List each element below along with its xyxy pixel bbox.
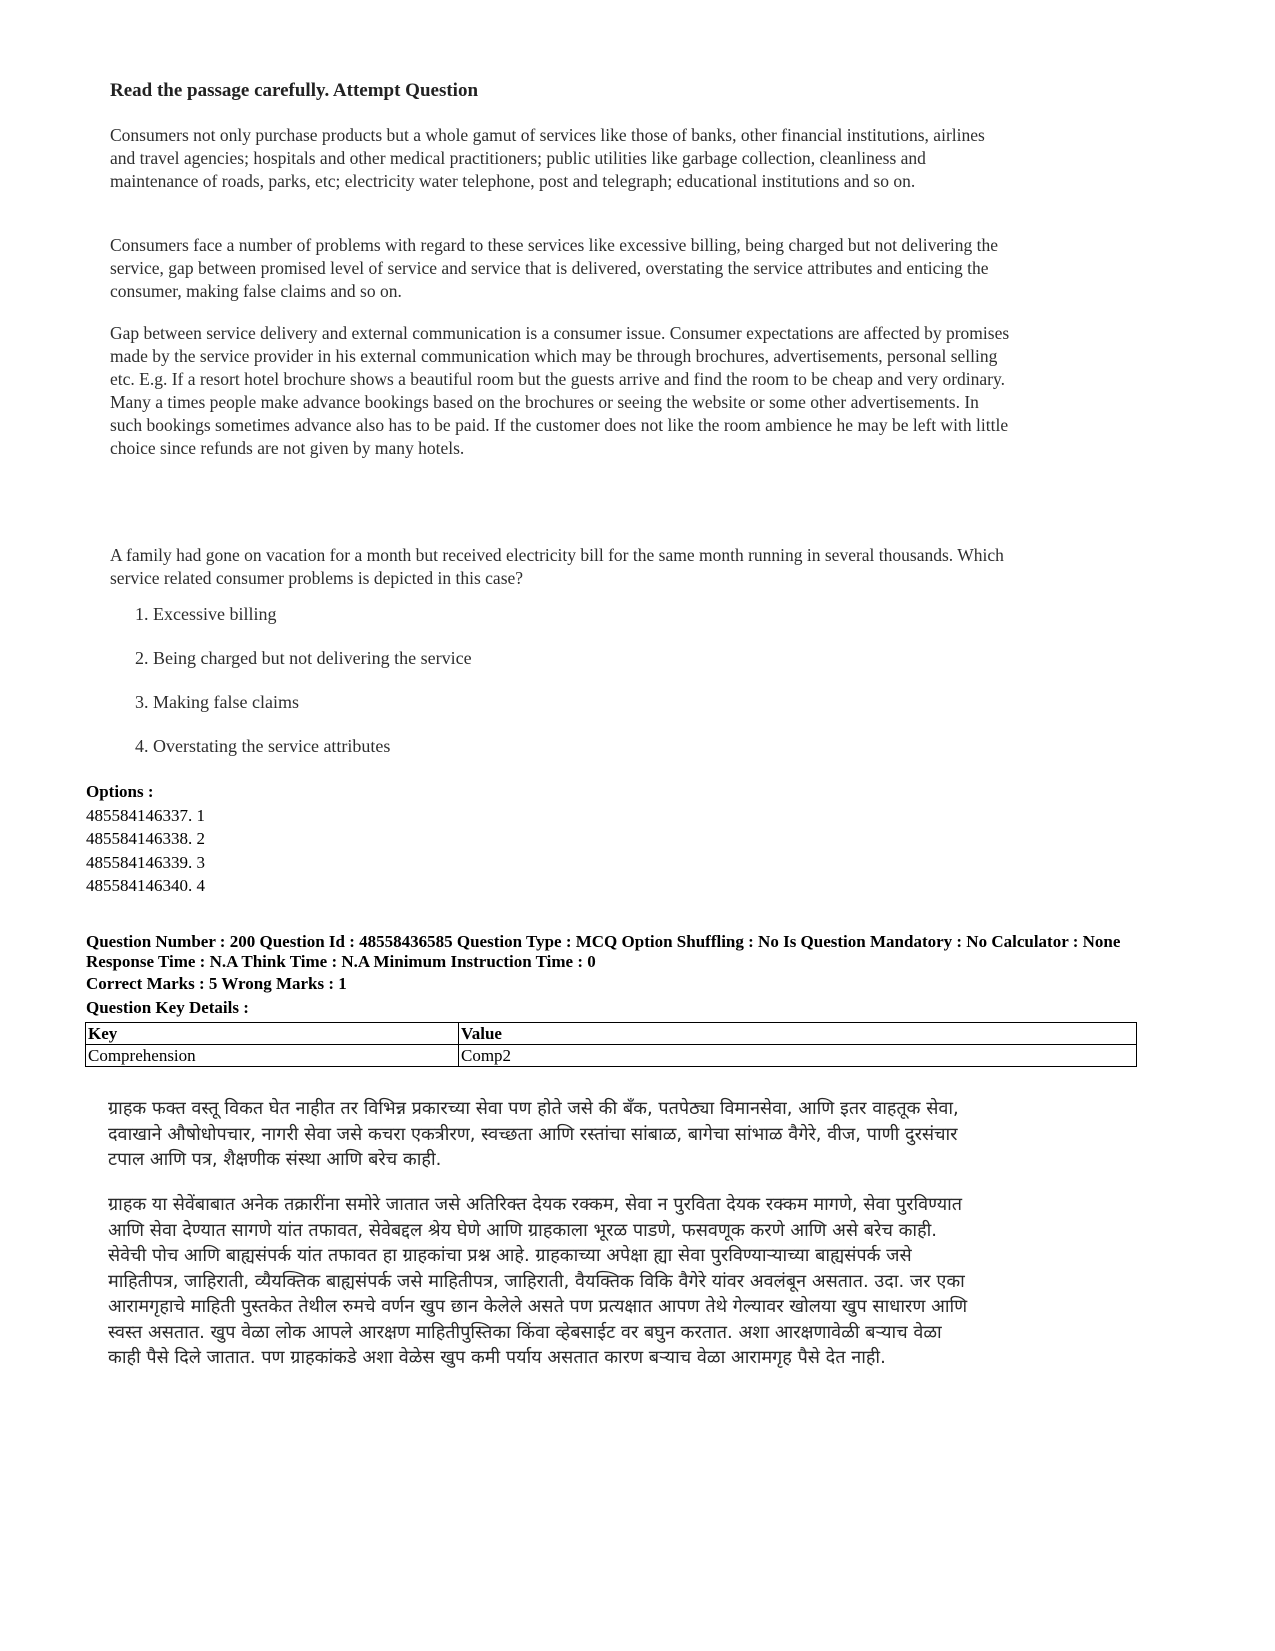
key-details-table [85, 1022, 1137, 1067]
passage-heading: Read the passage carefully. Attempt Question [110, 80, 479, 101]
marks-line: Correct Marks : 5 Wrong Marks : 1 [86, 974, 347, 993]
key-details-label: Question Key Details : [86, 998, 249, 1017]
option-item: 485584146337. 1 [86, 805, 205, 825]
passage-paragraph: Gap between service delivery and external communication is a consumer issue. Consumer expectations are affected by promises made by the service provider in his external communication which may be through brochures, advertisements, personal selling etc. E.g. If a resort hotel brochure shows a beautiful room but the guests arrive and find the room to be cheap and very ordinary. Many a times people make advance bookings based on the brochures or seeing the website or some other advertisements. In such bookings sometimes advance also has to be paid. If the customer does not like the room ambience he may be left with little choice since refunds are not given by many hotels. [110, 323, 1010, 458]
passage-paragraph: Consumers face a number of problems with regard to these services like excessive billing, being charged but not delivering the service, gap between promised level of service and service that is delivered, overstating the service attributes and enticing the consumer, making false claims and so on. [110, 235, 999, 301]
options-list [86, 780, 205, 898]
table-cell-key: Comprehension [86, 1045, 459, 1067]
option-item: 485584146339. 3 [86, 852, 205, 872]
passage-paragraph: Consumers not only purchase products but a whole gamut of services like those of banks, other financial institutions, airlines and travel agencies; hospitals and other medical practitioners; public utilities like garbage collection, cleanliness and maintenance of roads, parks, etc; electricity water telephone, post and telegraph; educational institutions and so on. [110, 125, 985, 191]
marathi-paragraph: ग्राहक फक्त वस्तू विकत घेत नाहीत तर विभिन्न प्रकारच्या सेवा पण होते जसे की बँक, पतपेठ्या विमानसेवा, आणि इतर वाहतूक सेवा, दवाखाने औषोधोपचार, नागरी सेवा जसे कचरा एकत्रीरण, स्वच्छता आणि रस्तांचा सांबाळ, बागेचा सांभाळ वैगेरे, वीज, पाणी दुरसंचार टपाल आणि पत्र, शैक्षणीक संस्था आणि बरेच काही. [108, 1098, 959, 1170]
table-header-row [86, 1023, 1137, 1045]
table-header-value: Value [459, 1023, 1137, 1045]
question-choice: 1. Excessive billing [135, 604, 277, 624]
question-choice: 4. Overstating the service attributes [135, 736, 391, 756]
table-cell-value: Comp2 [459, 1045, 1137, 1067]
options-label: Options : [86, 782, 154, 801]
question-choice: 2. Being charged but not delivering the service [135, 648, 472, 668]
question-meta: Question Number : 200 Question Id : 48558436585 Question Type : MCQ Option Shuffling : No Is Question Mandatory : No Calculator : None Response Time : N.A Think Time : N.A Minimum Instruction Time : 0 [86, 932, 1121, 971]
table-header-key: Key [86, 1023, 459, 1045]
option-item: 485584146340. 4 [86, 876, 205, 895]
question-text: A family had gone on vacation for a month but received electricity bill for the same month running in several thousands. Which service related consumer problems is depicted in this case? [110, 545, 1004, 588]
table-row [86, 1045, 1137, 1067]
marathi-paragraph: ग्राहक या सेवेंबाबात अनेक तक्रारींना समोरे जातात जसे अतिरिक्त देयक रक्कम, सेवा न पुरविता देयक रक्कम मागणे, सेवा पुरविण्यात आणि सेवा देण्यात सागणे यांत तफावत, सेवेबद्दल श्रेय घेणे आणि ग्राहकाला भूरळ पाडणे, फसवणूक करणे आणि असे बरेच काही. सेवेची पोच आणि बाह्यसंपर्क यांत तफावत हा ग्राहकांचा प्रश्न आहे. ग्राहकाच्या अपेक्षा ह्या सेवा पुरविण्याऱ्याच्या बाह्यसंपर्क जसे माहितीपत्र, जाहिराती, व्यैयक्तिक बाह्यसंपर्क जसे माहितीपत्र, जाहिराती, वैयक्तिक विकि वैगेरे यांवर अवलंबून असतात. उदा. जर एका आरामगृहाचे माहिती पुस्तकेत तेथील रुमचे वर्णन खुप छान केलेले असते पण प्रत्यक्षात आपण तेथे गेल्यावर खोलया खुप साधारण आणि स्वस्त असतात. खुप वेळा लोक आपले आरक्षण माहितीपुस्तिका किंवा व्हेबसाईट वर बघुन करतात. अशा आरक्षणावेळी बऱ्याच वेळा काही पैसे दिले जातात. पण ग्राहकांकडे अशा वेळेस खुप कमी पर्याय असतात कारण बऱ्याच वेळा आरामगृह पैसे देत नाही. [108, 1194, 968, 1368]
option-item: 485584146338. 2 [86, 829, 205, 848]
question-choice: 3. Making false claims [135, 692, 299, 712]
